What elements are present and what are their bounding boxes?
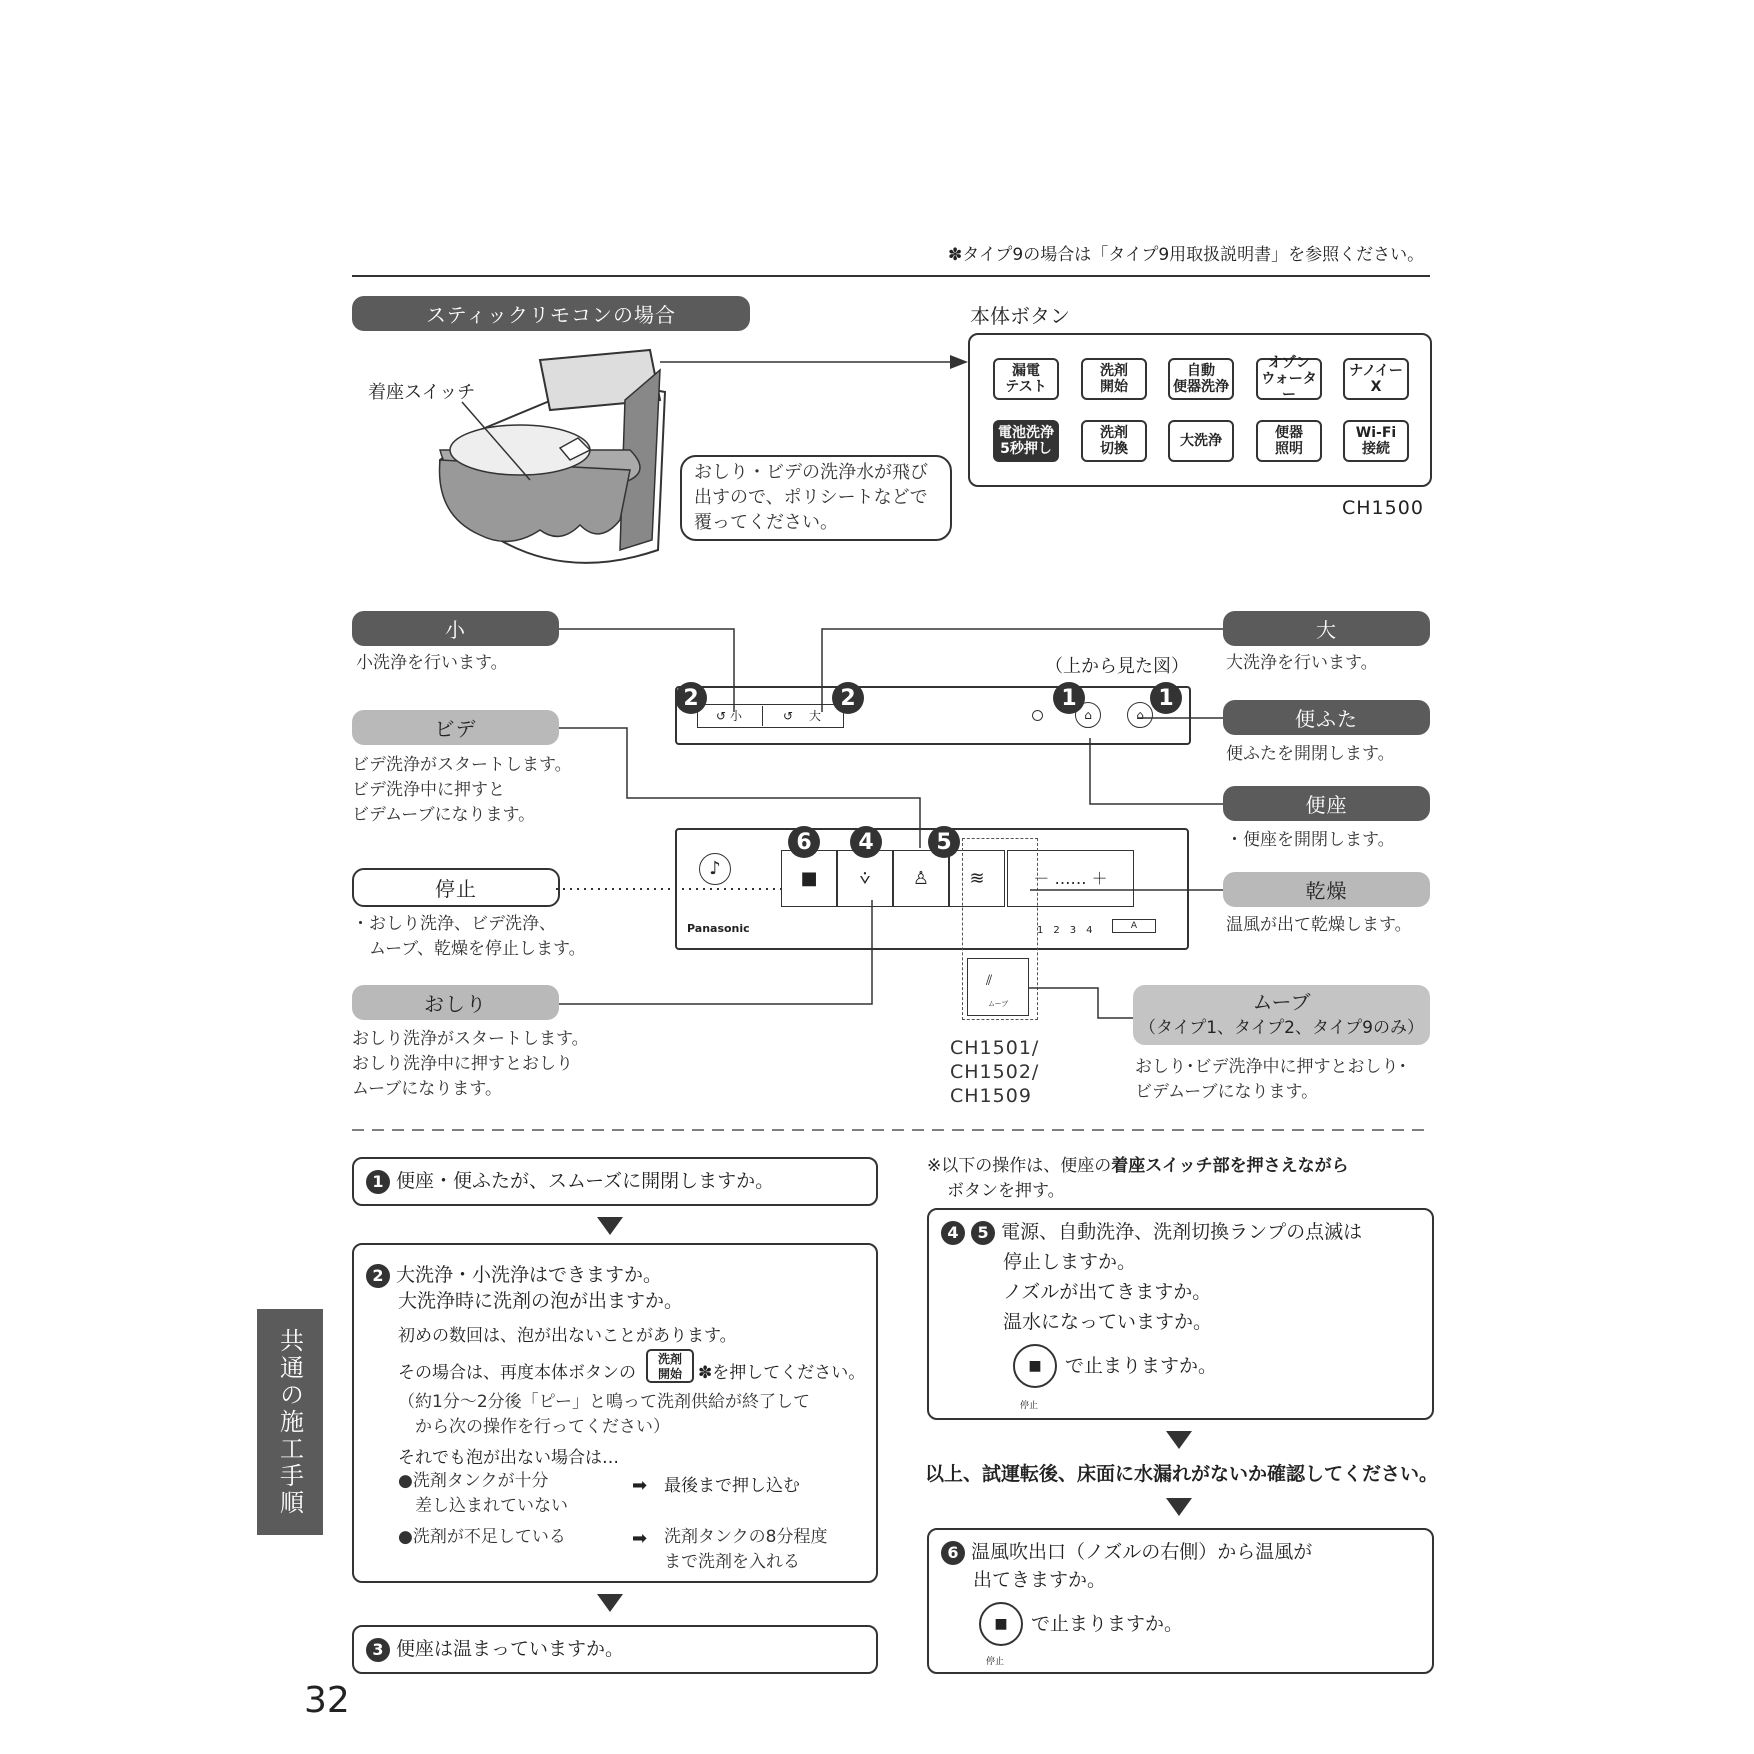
stop-button-icon <box>1013 1344 1057 1388</box>
dry-wave-icon: ≋ <box>969 868 985 889</box>
section-title: スティックリモコンの場合 <box>352 296 750 331</box>
label-seat: 便座 <box>1223 786 1430 821</box>
step3-number: 3 <box>366 1638 390 1662</box>
desc-move: おしり･ビデ洗浄中に押すとおしり･ ビデムーブになります。 <box>1135 1057 1407 1102</box>
step45-line1-text: 電源、自動洗浄、洗剤切換ランプの点滅は <box>1001 1221 1363 1243</box>
leak-check: 以上、試運転後、床面に水漏れがないか確認してください。 <box>925 1463 1439 1485</box>
stop-button-icon <box>979 1602 1023 1646</box>
body-button-5[interactable]: 電池洗浄 5秒押し <box>993 420 1059 462</box>
step6-line1-text: 温風吹出口（ノズルの右側）から温風が <box>971 1541 1313 1563</box>
badge-6: 6 <box>788 826 820 858</box>
right-note-b: ボタンを押す。 <box>947 1181 1065 1201</box>
bidet-spray-icon: ♙ <box>912 868 930 889</box>
stop-icon: ■ <box>800 868 818 889</box>
lid-icon: ⌂ <box>1136 708 1144 722</box>
label-oshiri: おしり <box>352 985 559 1020</box>
step2-line5: （約1分〜2分後「ピー」と鳴って洗剤供給が終了して から次の操作を行ってください） <box>398 1392 810 1437</box>
level-adjuster[interactable]: － ‥‥‥ ＋ <box>1007 850 1134 907</box>
step45-box <box>927 1208 1434 1420</box>
step1-text: 便座・便ふたが、スムーズに開閉しますか。 <box>396 1170 775 1192</box>
right-note <box>927 1154 1349 1204</box>
models-stick: CH1501/ CH1502/ CH1509 <box>950 1037 1040 1107</box>
side-tab: 共通の施工手順 <box>257 1309 323 1535</box>
step2-line4b: ✽を押してください。 <box>698 1363 866 1383</box>
level-indicator: 1 2 3 4 <box>1037 925 1093 936</box>
step6-stop-text: で止まりますか。 <box>1031 1613 1184 1635</box>
oshiri-spray-icon: ⩒ <box>859 868 871 889</box>
step2-line1-text: 大洗浄・小洗浄はできますか。 <box>396 1264 663 1286</box>
swirl-icon: ↺ <box>716 709 727 723</box>
label-large: 大 <box>1223 611 1430 646</box>
large-mark: 大 <box>808 709 821 723</box>
move-subtitle: （タイプ1、タイプ2、タイプ9のみ） <box>1139 1018 1424 1038</box>
step45-line1 <box>941 1218 1362 1246</box>
step2-line3: 初めの数回は、泡が出ないことがあります。 <box>398 1326 737 1346</box>
step2-box <box>352 1243 878 1583</box>
step45-stop-text: で止まりますか。 <box>1065 1355 1218 1377</box>
swirl-icon: ↺ <box>783 709 794 723</box>
step2-case2-action: 洗剤タンクの8分程度 まで洗剤を入れる <box>664 1527 828 1572</box>
badge-5: 5 <box>928 826 960 858</box>
step3-content <box>366 1635 624 1663</box>
badge-1-seat: 1 <box>1053 682 1085 714</box>
step2-case1-action: 最後まで押し込む <box>664 1476 800 1496</box>
desc-lid: 便ふたを開閉します。 <box>1226 744 1395 764</box>
brand-logo: Panasonic <box>687 922 750 935</box>
step2-line2: 大洗浄時に洗剤の泡が出ますか。 <box>398 1290 684 1312</box>
step6-box <box>927 1528 1434 1674</box>
badge-1-lid: 1 <box>1150 682 1182 714</box>
header-note: ✽タイプ9の場合は「タイプ9用取扱説明書」を参照ください。 <box>948 245 1425 265</box>
step2-number: 2 <box>366 1264 390 1288</box>
step2-case2-condition: ●洗剤が不足している <box>398 1527 566 1547</box>
body-button-6[interactable]: 洗剤 切換 <box>1081 420 1147 462</box>
move-brush-icon: ⫽ <box>986 973 993 989</box>
label-dry: 乾燥 <box>1223 872 1430 907</box>
small-mark: 小 <box>729 709 742 723</box>
step2-line6: それでも泡が出ない場合は… <box>398 1448 619 1468</box>
music-note-icon: ♪ <box>709 858 721 879</box>
body-button-1[interactable]: 洗剤 開始 <box>1081 358 1147 400</box>
desc-bidet: ビデ洗浄がスタートします。 ビデ洗浄中に押すと ビデムーブになります。 <box>352 755 572 825</box>
seat-switch-label: 着座スイッチ <box>368 382 476 403</box>
body-button-0[interactable]: 漏電 テスト <box>993 358 1059 400</box>
body-button-8[interactable]: 便器 照明 <box>1256 420 1322 462</box>
step4-number: 4 <box>941 1221 965 1245</box>
body-button-9[interactable]: Wi-Fi 接続 <box>1343 420 1409 462</box>
desc-small: 小洗浄を行います。 <box>356 653 508 673</box>
arrow-check-6 <box>1166 1498 1192 1516</box>
arrow-right-icon: ➡ <box>632 1528 648 1549</box>
step6-line1 <box>941 1538 1312 1566</box>
badge-2-small: 2 <box>675 682 707 714</box>
step6-line2: 出てきますか。 <box>973 1569 1107 1591</box>
desc-dry: 温風が出て乾燥します。 <box>1226 915 1412 935</box>
seat-icon: ⌂ <box>1084 708 1092 722</box>
badge-4: 4 <box>850 826 882 858</box>
arrow-2-3 <box>597 1594 623 1612</box>
stop-icon: ■ <box>979 1602 1023 1646</box>
move-title: ムーブ <box>1252 990 1311 1014</box>
stop-icon-label: 停止 <box>1020 1401 1039 1411</box>
top-view-label: （上から見た図） <box>1045 656 1189 677</box>
step1-number: 1 <box>366 1170 390 1194</box>
right-note-bold: 着座スイッチ部を押さえながら <box>1111 1156 1349 1176</box>
step5-number: 5 <box>971 1221 995 1245</box>
stop-icon: ■ <box>1013 1344 1057 1388</box>
step1-box <box>352 1157 878 1206</box>
step3-box <box>352 1625 878 1674</box>
step45-line4: 温水になっていますか。 <box>1003 1311 1213 1333</box>
step1-content <box>366 1167 774 1195</box>
desc-stop: ・おしり洗浄、ビデ洗浄、 ムーブ、乾燥を停止します。 <box>352 914 586 959</box>
body-button-7[interactable]: 大洗浄 <box>1168 420 1234 462</box>
step45-line2: 停止しますか。 <box>1003 1251 1137 1273</box>
label-lid: 便ふた <box>1223 700 1430 735</box>
body-buttons-title: 本体ボタン <box>970 304 1070 328</box>
right-note-a: ※以下の操作は、便座の <box>927 1156 1112 1176</box>
arrow-1-2 <box>597 1217 623 1235</box>
user-icon: A <box>1130 921 1138 931</box>
page-number: 32 <box>304 1680 350 1721</box>
step3-text: 便座は温まっていますか。 <box>396 1638 625 1660</box>
stop-icon-label: 停止 <box>986 1657 1005 1667</box>
move-small-label: ムーブ <box>988 1000 1009 1008</box>
caution-text: おしり・ビデの洗浄水が飛び 出すので、ポリシートなどで 覆ってください。 <box>694 462 928 533</box>
desc-large: 大洗浄を行います。 <box>1226 653 1378 673</box>
arrow-right-icon: ➡ <box>632 1475 648 1496</box>
desc-seat: ・便座を開閉します。 <box>1226 830 1395 850</box>
step2-line1 <box>366 1261 662 1289</box>
body-button-2[interactable]: 自動 便器洗浄 <box>1168 358 1234 400</box>
arrow-45-check <box>1166 1431 1192 1449</box>
body-button-3[interactable]: オゾン ウォーター <box>1256 358 1322 400</box>
model-ch1500: CH1500 <box>1342 497 1424 519</box>
badge-2-large: 2 <box>832 682 864 714</box>
inline-detergent-button: 洗剤 開始 <box>646 1349 694 1383</box>
label-bidet: ビデ <box>352 710 559 745</box>
step45-line3: ノズルが出てきますか。 <box>1003 1281 1212 1303</box>
step2-case1-condition: ●洗剤タンクが十分 差し込まれていない <box>398 1471 568 1516</box>
desc-oshiri: おしり洗浄がスタートします。 おしり洗浄中に押すとおしり ムーブになります。 <box>352 1029 589 1099</box>
label-small: 小 <box>352 611 559 646</box>
step6-number: 6 <box>941 1541 965 1565</box>
label-stop: 停止 <box>352 868 560 907</box>
body-button-4[interactable]: ナノイーX <box>1343 358 1409 400</box>
step2-line4a: その場合は、再度本体ボタンの <box>398 1363 636 1383</box>
